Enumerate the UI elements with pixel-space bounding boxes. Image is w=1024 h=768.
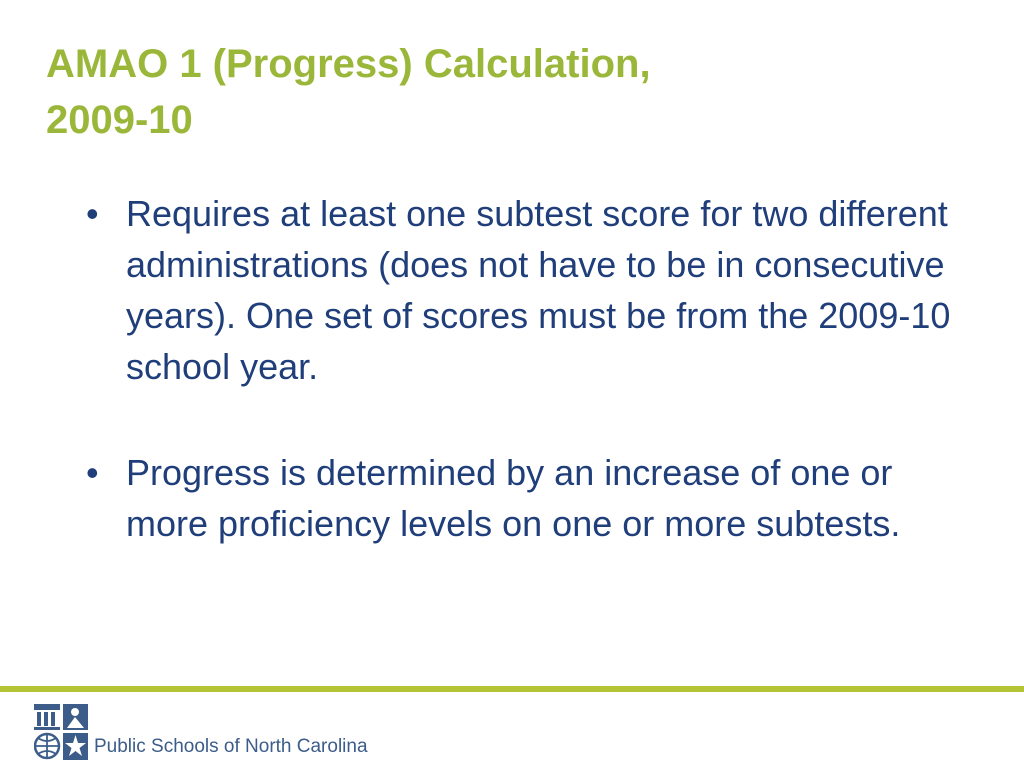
bullet-text: Progress is determined by an increase of one or more proficiency levels on one or more subtests. (126, 452, 901, 544)
bullet-item (86, 188, 966, 392)
slide-title-line-1: AMAO 1 (Progress) Calculation, (46, 42, 651, 86)
bullet-text: Requires at least one subtest score for two different administrations (does not have to be in consecutive years). One set of scores must be from the 2009-10 school year. (126, 193, 951, 387)
bullet-marker: • (86, 193, 99, 234)
slide-title (46, 36, 946, 148)
bullet-marker: • (86, 452, 99, 493)
slide-title-line-2: 2009-10 (46, 98, 193, 142)
bullet-list (86, 188, 966, 549)
nc-dpi-logo-icon (34, 704, 88, 760)
footer-divider (0, 686, 1024, 692)
footer-org-name: Public Schools of North Carolina (94, 736, 368, 757)
bullet-item (86, 447, 966, 549)
